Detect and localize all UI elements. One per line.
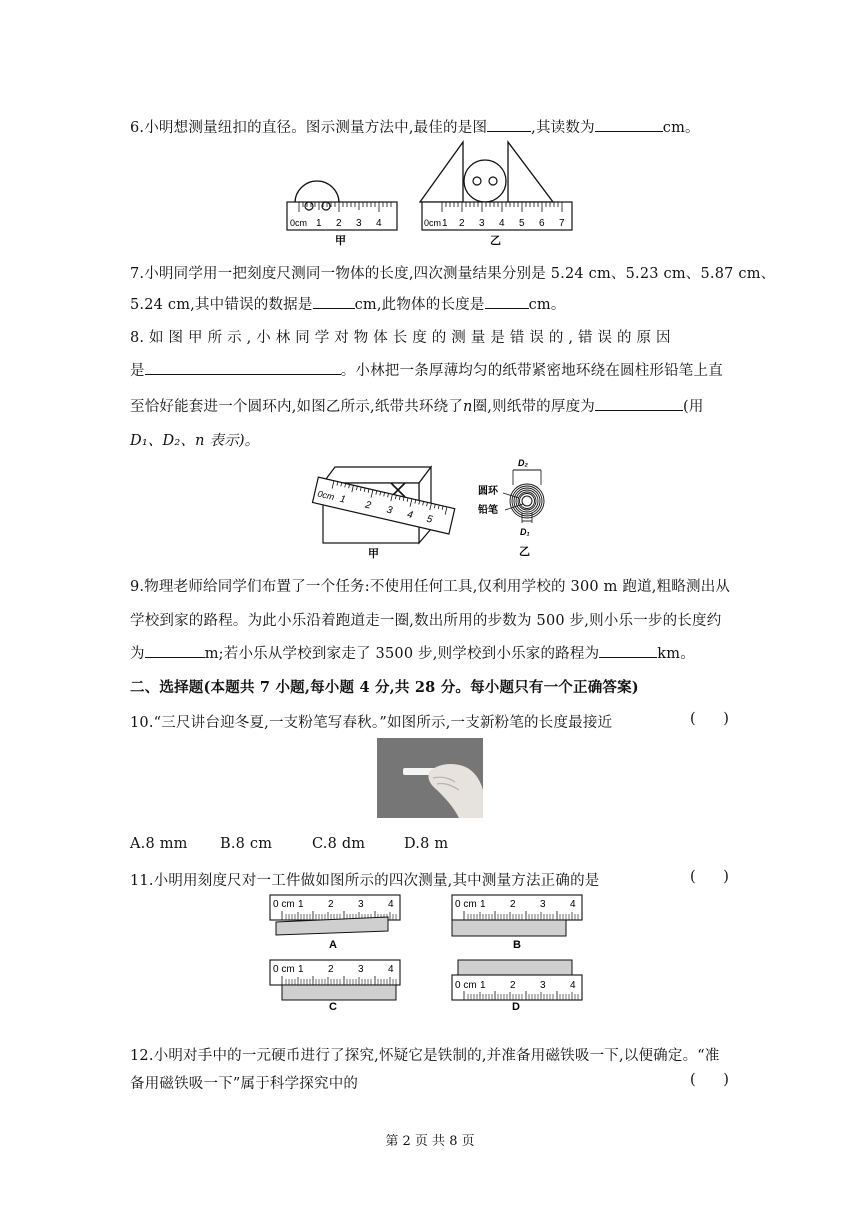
q9-line1: 9.物理老师给同学们布置了一个任务:不使用任何工具,仅利用学校的 300 m 跑道,粗略测出从 [130,579,731,595]
q10-option-c[interactable]: C.8 dm [312,836,366,852]
q11a-tick-0: 0 cm [273,899,295,910]
q11b-tick-0: 0 cm [455,899,477,910]
q9-blank-distance[interactable] [599,643,657,658]
q10-option-d[interactable]: D.8 m [404,836,449,852]
q11b-tick-2: 2 [510,899,516,910]
q8-tick-3: 3 [385,504,394,517]
q7-blank-wrong[interactable] [313,294,355,309]
q8-figure-svg [305,455,555,560]
q11d-tick-2: 2 [510,980,516,991]
q7-line1: 7.小明同学用一把刻度尺测同一物体的长度,四次测量结果分别是 5.24 cm、5.23 cm、5.87 cm、 [130,266,776,282]
q6-label-jia: 甲 [335,235,346,247]
q11-text: 11.小明用刻度尺对一工件做如图所示的四次测量,其中测量方法正确的是 [130,873,600,889]
q10-answer-parens[interactable]: ( ) [690,711,729,727]
q11a-tick-1: 1 [298,899,304,910]
q8-tick-0: 0cm [316,488,336,503]
q6-blank-reading[interactable] [595,117,663,132]
q12-line1: 12.小明对手中的一元硬币进行了探究,怀疑它是铁制的,并准备用磁铁吸一下,以便确定。“准 [130,1048,720,1064]
q6b-tick-1: 1 [442,218,448,229]
q6b-tick-4: 4 [499,218,505,229]
q6b-tick-2: 2 [459,218,465,229]
q11c-tick-0: 0 cm [273,964,295,975]
q6a-tick-4: 4 [376,218,382,229]
q9-text-c: km。 [657,646,695,662]
q7-blank-length[interactable] [485,294,529,309]
q7-line2 [130,293,566,314]
section-heading: 二、选择题(本题共 7 小题,每小题 4 分,共 28 分。每小题只有一个正确答案) [130,679,639,696]
q12-line2: 备用磁铁吸一下”属于科学探究中的 [130,1076,359,1092]
q6a-tick-3: 3 [356,218,362,229]
q6-label-yi: 乙 [490,235,501,247]
q11a-tick-4: 4 [388,899,394,910]
q8-label-yi: 乙 [519,546,530,558]
q11c-tick-4: 4 [388,964,394,975]
q8-tick-4: 4 [405,509,414,522]
q8-text-a: 是 [130,363,145,379]
q6-line [130,116,700,137]
q6b-tick-7: 7 [559,218,565,229]
q9-text-b: m;若小乐从学校到家走了 3500 步,则学校到小乐家的路程为 [204,646,600,662]
q11c-tick-1: 1 [298,964,304,975]
q11a-tick-3: 3 [358,899,364,910]
q11-figure-svg [266,893,596,1010]
q9-line2: 学校到家的路程。为此小乐沿着跑道走一圈,数出所用的步数为 500 步,则小乐一步的长度约 [130,613,722,629]
q6-blank-figure[interactable] [487,117,531,132]
q11-label-c: C [329,1001,337,1010]
q7-text-c: cm。 [528,297,566,313]
q8-label-d2: D₂ [518,458,528,468]
q8-tick-2: 2 [364,499,372,512]
q6b-tick-0: 0cm [424,218,442,228]
q6-text: 6.小明想测量纽扣的直径。图示测量方法中,最佳的是图 [130,120,488,136]
q10-text: 10.“三尺讲台迎冬夏,一支粉笔写春秋。”如图所示,一支新粉笔的长度最接近 [130,715,613,731]
q9-text-a: 为 [130,646,145,662]
q12-answer-parens[interactable]: ( ) [690,1072,729,1088]
q8-line2 [130,359,723,380]
q6-text-unit: cm。 [662,120,700,136]
q8-figure [305,455,555,560]
q8-text-c: 至恰好能套进一个圆环内,如图乙所示,纸带共环绕了 [130,399,464,415]
q10-chalk-image [377,738,483,818]
q11d-tick-3: 3 [540,980,546,991]
q8-var-n: n [463,399,473,415]
q11c-tick-2: 2 [328,964,334,975]
q6-figure-svg [285,140,580,250]
q11c-tick-3: 3 [358,964,364,975]
q10-options [130,836,448,852]
q6b-tick-6: 6 [539,218,545,229]
q11b-tick-1: 1 [480,899,486,910]
q8-text-e: (用 [683,399,704,415]
q9-blank-step[interactable] [145,643,205,658]
q6a-tick-0: 0cm [290,218,308,228]
q8-label-jia: 甲 [368,548,379,560]
q7-text-b: cm,此物体的长度是 [354,297,485,313]
q8-label-ring: 圆环 [478,486,498,497]
q11-label-a: A [329,939,337,951]
q6a-tick-2: 2 [336,218,342,229]
q10-option-a[interactable]: A.8 mm [130,836,188,852]
q8-tick-5: 5 [425,513,434,526]
q11-label-d: D [512,1001,520,1010]
q11b-tick-3: 3 [540,899,546,910]
q8-line4: D₁、D₂、n 表示)。 [130,433,260,449]
q6-figure [285,140,580,250]
q8-blank-reason[interactable] [145,360,341,375]
q6-text-reading: ,其读数为 [531,120,595,136]
q7-text-a: 5.24 cm,其中错误的数据是 [130,297,313,313]
q8-text-b: 。小林把一条厚薄均匀的纸带紧密地环绕在圆柱形铅笔上直 [340,363,723,379]
q11-label-b: B [513,939,521,951]
q11-answer-parens[interactable]: ( ) [690,869,729,885]
q8-tick-1: 1 [338,493,347,506]
page-footer: 第 2 页 共 8 页 [385,1134,475,1149]
q11b-tick-4: 4 [570,899,576,910]
q8-blank-thickness[interactable] [595,396,683,411]
q6a-tick-1: 1 [316,218,322,229]
q8-line3 [130,395,704,416]
q10-chalk-svg [377,738,483,818]
q11d-tick-1: 1 [480,980,486,991]
q6b-tick-5: 5 [519,218,525,229]
q9-line3 [130,642,695,663]
q11a-tick-2: 2 [328,899,334,910]
q11-figure [266,893,596,1010]
q11d-tick-4: 4 [570,980,576,991]
q8-text-d: 圈,则纸带的厚度为 [472,399,595,415]
q10-option-b[interactable]: B.8 cm [220,836,273,852]
q11d-tick-0: 0 cm [455,980,477,991]
q8-label-d1: D₁ [520,527,530,537]
q8-line1: 8. 如 图 甲 所 示 , 小 林 同 学 对 物 体 长 度 的 测 量 是 错 误 的 , 错 误 的 原 因 [130,330,671,346]
q8-label-pencil: 铅笔 [478,505,498,516]
q6b-tick-3: 3 [479,218,485,229]
